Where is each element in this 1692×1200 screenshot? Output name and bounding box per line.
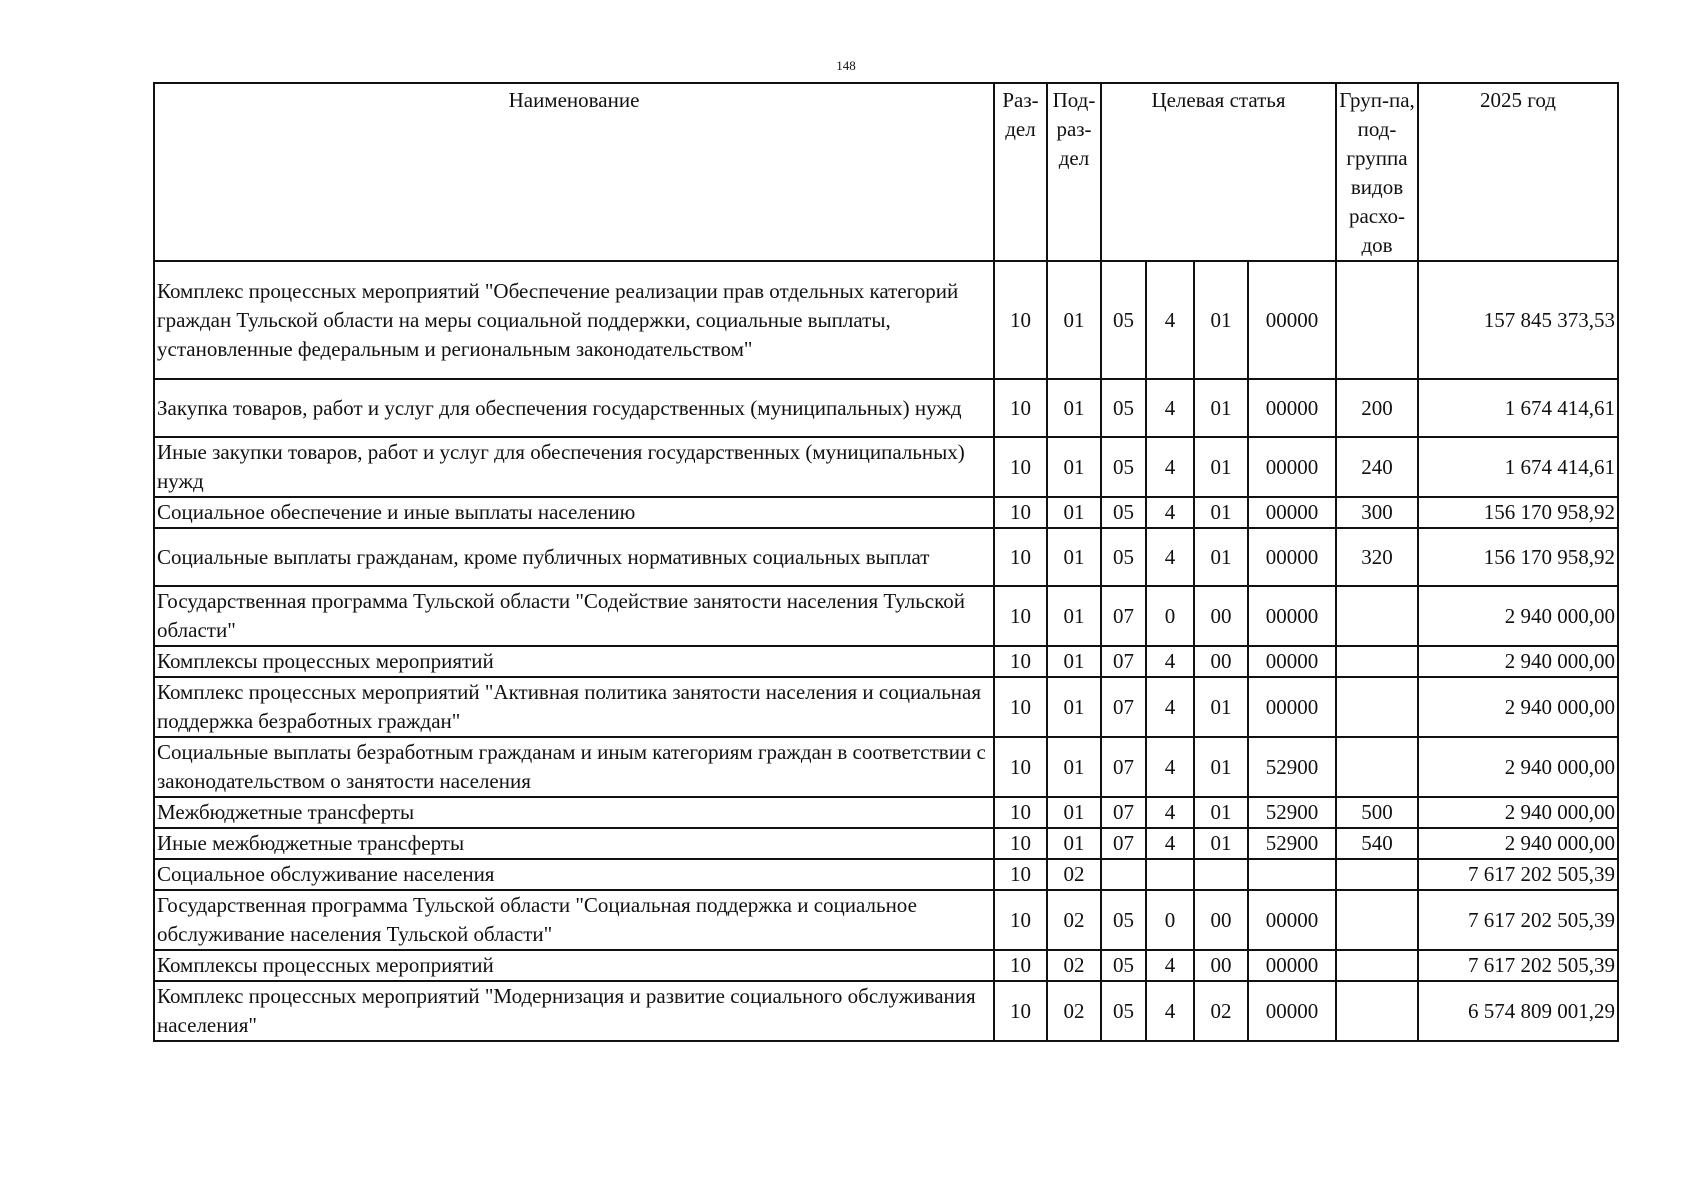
- row-podrazdel: 01: [1047, 797, 1101, 828]
- row-target-type: 4: [1146, 437, 1194, 497]
- row-name: Комплексы процессных мероприятий: [154, 950, 994, 981]
- row-target-complex: 01: [1194, 797, 1248, 828]
- row-podrazdel: 01: [1047, 646, 1101, 677]
- row-target-complex: [1194, 859, 1248, 890]
- row-expense-group: [1336, 981, 1418, 1041]
- table-row: [154, 677, 1618, 737]
- row-expense-group: 240: [1336, 437, 1418, 497]
- row-amount: 7 617 202 505,39: [1418, 950, 1618, 981]
- row-expense-group: [1336, 586, 1418, 646]
- row-podrazdel: 01: [1047, 261, 1101, 379]
- row-name: Межбюджетные трансферты: [154, 797, 994, 828]
- table-row: [154, 528, 1618, 586]
- table-row: [154, 437, 1618, 497]
- row-target-direction: 00000: [1248, 586, 1336, 646]
- row-name: Социальное обслуживание населения: [154, 859, 994, 890]
- page-number: 148: [836, 58, 856, 73]
- row-podrazdel: 02: [1047, 890, 1101, 950]
- row-name: Закупка товаров, работ и услуг для обеспечения государственных (муниципальных) нужд: [154, 379, 994, 437]
- row-target-type: 4: [1146, 797, 1194, 828]
- table-row: [154, 950, 1618, 981]
- row-name: Комплекс процессных мероприятий "Активная политика занятости населения и социальная поддержка безработных граждан": [154, 677, 994, 737]
- budget-table: [153, 82, 1619, 1042]
- table-row: [154, 646, 1618, 677]
- row-name: Комплекс процессных мероприятий "Обеспечение реализации прав отдельных категорий граждан Тульской области на меры социальной поддержки, социальные выплаты, установленные федеральным и региональным законодательством": [154, 261, 994, 379]
- row-name: Комплексы процессных мероприятий: [154, 646, 994, 677]
- row-target-type: 4: [1146, 950, 1194, 981]
- row-razdel: 10: [994, 379, 1047, 437]
- table-row: [154, 828, 1618, 859]
- row-target-complex: 01: [1194, 437, 1248, 497]
- row-name: Иные закупки товаров, работ и услуг для обеспечения государственных (муниципальных) нужд: [154, 437, 994, 497]
- table-row: [154, 797, 1618, 828]
- row-podrazdel: 01: [1047, 586, 1101, 646]
- row-target-complex: 01: [1194, 737, 1248, 797]
- row-target-direction: 00000: [1248, 497, 1336, 528]
- row-target-program: 07: [1101, 797, 1146, 828]
- table-row: [154, 981, 1618, 1041]
- row-razdel: 10: [994, 828, 1047, 859]
- row-target-direction: 00000: [1248, 261, 1336, 379]
- row-razdel: 10: [994, 528, 1047, 586]
- row-target-complex: 00: [1194, 950, 1248, 981]
- row-target-complex: 01: [1194, 528, 1248, 586]
- row-expense-group: [1336, 261, 1418, 379]
- row-amount: 157 845 373,53: [1418, 261, 1618, 379]
- row-razdel: 10: [994, 261, 1047, 379]
- row-target-type: 4: [1146, 379, 1194, 437]
- row-target-complex: 00: [1194, 586, 1248, 646]
- row-podrazdel: 01: [1047, 497, 1101, 528]
- row-razdel: 10: [994, 859, 1047, 890]
- table-row: [154, 737, 1618, 797]
- row-name: Государственная программа Тульской области "Социальная поддержка и социальное обслуживание населения Тульской области": [154, 890, 994, 950]
- row-target-type: 4: [1146, 261, 1194, 379]
- row-amount: 1 674 414,61: [1418, 379, 1618, 437]
- row-target-complex: 01: [1194, 677, 1248, 737]
- row-target-type: [1146, 859, 1194, 890]
- row-expense-group: [1336, 890, 1418, 950]
- row-amount: 2 940 000,00: [1418, 797, 1618, 828]
- row-target-type: 0: [1146, 890, 1194, 950]
- row-target-complex: 01: [1194, 828, 1248, 859]
- row-target-complex: 02: [1194, 981, 1248, 1041]
- row-amount: 2 940 000,00: [1418, 737, 1618, 797]
- row-name: Иные межбюджетные трансферты: [154, 828, 994, 859]
- row-amount: 2 940 000,00: [1418, 677, 1618, 737]
- row-razdel: 10: [994, 737, 1047, 797]
- row-podrazdel: 01: [1047, 437, 1101, 497]
- row-target-type: 4: [1146, 646, 1194, 677]
- table-row: [154, 497, 1618, 528]
- row-target-type: 4: [1146, 528, 1194, 586]
- row-target-complex: 00: [1194, 646, 1248, 677]
- row-target-direction: 00000: [1248, 646, 1336, 677]
- row-target-program: 07: [1101, 646, 1146, 677]
- row-expense-group: 500: [1336, 797, 1418, 828]
- header-year: 2025 год: [1418, 83, 1618, 261]
- row-razdel: 10: [994, 950, 1047, 981]
- row-target-direction: 00000: [1248, 528, 1336, 586]
- row-target-program: [1101, 859, 1146, 890]
- row-target-direction: 00000: [1248, 437, 1336, 497]
- header-razdel: Раз-дел: [994, 83, 1047, 261]
- row-razdel: 10: [994, 586, 1047, 646]
- row-amount: 6 574 809 001,29: [1418, 981, 1618, 1041]
- row-target-complex: 00: [1194, 890, 1248, 950]
- row-target-program: 05: [1101, 890, 1146, 950]
- row-name: Социальное обеспечение и иные выплаты населению: [154, 497, 994, 528]
- row-expense-group: [1336, 646, 1418, 677]
- row-podrazdel: 01: [1047, 528, 1101, 586]
- row-target-type: 4: [1146, 497, 1194, 528]
- row-target-complex: 01: [1194, 497, 1248, 528]
- row-target-type: 4: [1146, 828, 1194, 859]
- row-target-program: 05: [1101, 261, 1146, 379]
- table-row: [154, 586, 1618, 646]
- row-target-program: 05: [1101, 497, 1146, 528]
- table-row: [154, 261, 1618, 379]
- row-amount: 2 940 000,00: [1418, 646, 1618, 677]
- row-name: Государственная программа Тульской области "Содействие занятости населения Тульской области": [154, 586, 994, 646]
- row-target-direction: [1248, 859, 1336, 890]
- row-podrazdel: 01: [1047, 379, 1101, 437]
- row-amount: 1 674 414,61: [1418, 437, 1618, 497]
- header-target-article: Целевая статья: [1101, 83, 1336, 261]
- row-razdel: 10: [994, 677, 1047, 737]
- row-expense-group: [1336, 950, 1418, 981]
- table-row: [154, 379, 1618, 437]
- row-podrazdel: 01: [1047, 828, 1101, 859]
- row-name: Социальные выплаты безработным гражданам и иным категориям граждан в соответствии с законодательством о занятости населения: [154, 737, 994, 797]
- table-header-row: [154, 83, 1618, 261]
- row-target-program: 05: [1101, 981, 1146, 1041]
- row-podrazdel: 02: [1047, 981, 1101, 1041]
- row-expense-group: 300: [1336, 497, 1418, 528]
- row-podrazdel: 01: [1047, 677, 1101, 737]
- row-razdel: 10: [994, 797, 1047, 828]
- row-expense-group: 320: [1336, 528, 1418, 586]
- row-expense-group: [1336, 677, 1418, 737]
- row-target-program: 07: [1101, 737, 1146, 797]
- row-name: Комплекс процессных мероприятий "Модернизация и развитие социального обслуживания населения": [154, 981, 994, 1041]
- row-target-direction: 00000: [1248, 890, 1336, 950]
- row-target-program: 07: [1101, 677, 1146, 737]
- row-target-direction: 52900: [1248, 797, 1336, 828]
- row-amount: 2 940 000,00: [1418, 586, 1618, 646]
- row-podrazdel: 01: [1047, 737, 1101, 797]
- row-target-complex: 01: [1194, 379, 1248, 437]
- row-expense-group: [1336, 737, 1418, 797]
- row-target-program: 05: [1101, 950, 1146, 981]
- row-amount: 2 940 000,00: [1418, 828, 1618, 859]
- header-podrazdel: Под-раз-дел: [1047, 83, 1101, 261]
- row-target-program: 05: [1101, 437, 1146, 497]
- row-razdel: 10: [994, 981, 1047, 1041]
- row-target-direction: 00000: [1248, 677, 1336, 737]
- row-target-direction: 00000: [1248, 981, 1336, 1041]
- row-target-type: 4: [1146, 737, 1194, 797]
- row-podrazdel: 02: [1047, 859, 1101, 890]
- table-row: [154, 859, 1618, 890]
- row-target-complex: 01: [1194, 261, 1248, 379]
- row-razdel: 10: [994, 890, 1047, 950]
- row-target-type: 4: [1146, 677, 1194, 737]
- row-target-program: 07: [1101, 828, 1146, 859]
- header-expense-group: Груп-па, под-группа видов расхо-дов: [1336, 83, 1418, 261]
- row-target-type: 0: [1146, 586, 1194, 646]
- row-expense-group: [1336, 859, 1418, 890]
- row-amount: 7 617 202 505,39: [1418, 859, 1618, 890]
- row-razdel: 10: [994, 497, 1047, 528]
- row-target-program: 05: [1101, 379, 1146, 437]
- row-target-program: 07: [1101, 586, 1146, 646]
- row-amount: 156 170 958,92: [1418, 528, 1618, 586]
- row-target-type: 4: [1146, 981, 1194, 1041]
- row-podrazdel: 02: [1047, 950, 1101, 981]
- row-amount: 7 617 202 505,39: [1418, 890, 1618, 950]
- header-name: Наименование: [154, 83, 994, 261]
- table-row: [154, 890, 1618, 950]
- row-target-direction: 52900: [1248, 828, 1336, 859]
- row-amount: 156 170 958,92: [1418, 497, 1618, 528]
- row-target-direction: 52900: [1248, 737, 1336, 797]
- row-expense-group: 200: [1336, 379, 1418, 437]
- row-target-direction: 00000: [1248, 950, 1336, 981]
- row-name: Социальные выплаты гражданам, кроме публичных нормативных социальных выплат: [154, 528, 994, 586]
- row-expense-group: 540: [1336, 828, 1418, 859]
- row-target-program: 05: [1101, 528, 1146, 586]
- row-target-direction: 00000: [1248, 379, 1336, 437]
- row-razdel: 10: [994, 437, 1047, 497]
- row-razdel: 10: [994, 646, 1047, 677]
